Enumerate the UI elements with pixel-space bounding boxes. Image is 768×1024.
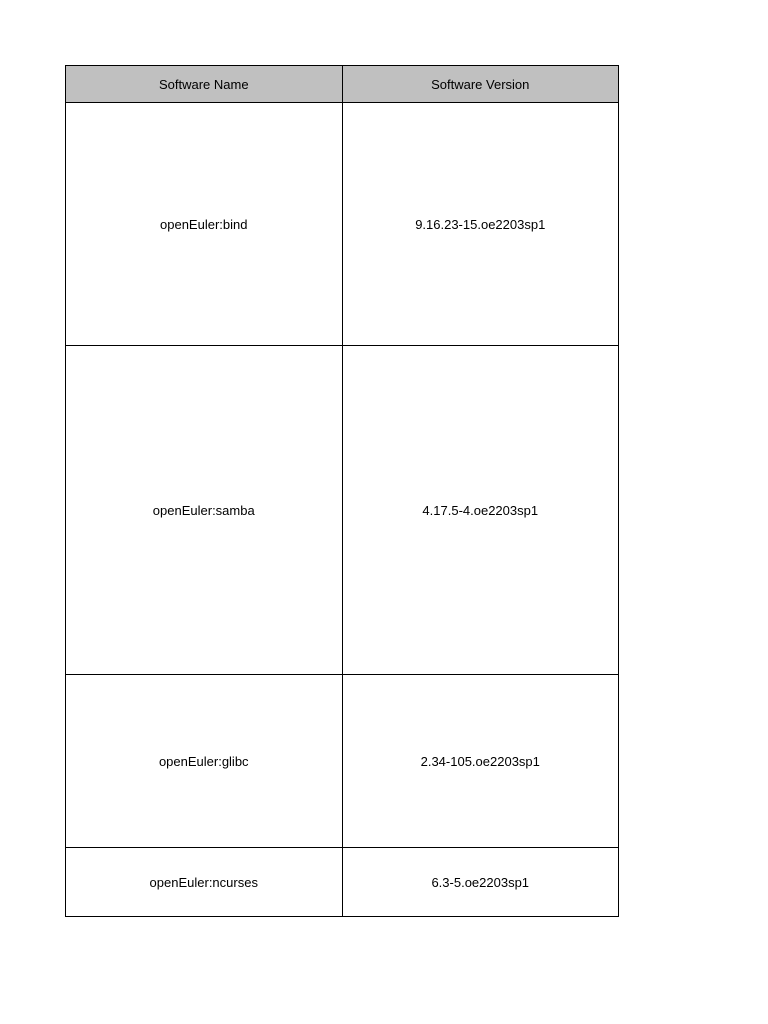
table-body xyxy=(66,103,619,917)
table-row xyxy=(66,675,619,848)
table-header xyxy=(66,66,619,103)
software-table xyxy=(65,65,619,917)
software-name-cell: openEuler:samba xyxy=(66,346,343,675)
table-row xyxy=(66,346,619,675)
table-row xyxy=(66,103,619,346)
software-name-cell: openEuler:ncurses xyxy=(66,848,343,917)
table-row xyxy=(66,848,619,917)
software-version-cell: 9.16.23-15.oe2203sp1 xyxy=(342,103,619,346)
software-version-cell: 2.34-105.oe2203sp1 xyxy=(342,675,619,848)
software-version-cell: 6.3-5.oe2203sp1 xyxy=(342,848,619,917)
software-version-cell: 4.17.5-4.oe2203sp1 xyxy=(342,346,619,675)
software-name-cell: openEuler:glibc xyxy=(66,675,343,848)
column-header-software-name: Software Name xyxy=(66,66,343,103)
header-row xyxy=(66,66,619,103)
column-header-software-version: Software Version xyxy=(342,66,619,103)
software-name-cell: openEuler:bind xyxy=(66,103,343,346)
